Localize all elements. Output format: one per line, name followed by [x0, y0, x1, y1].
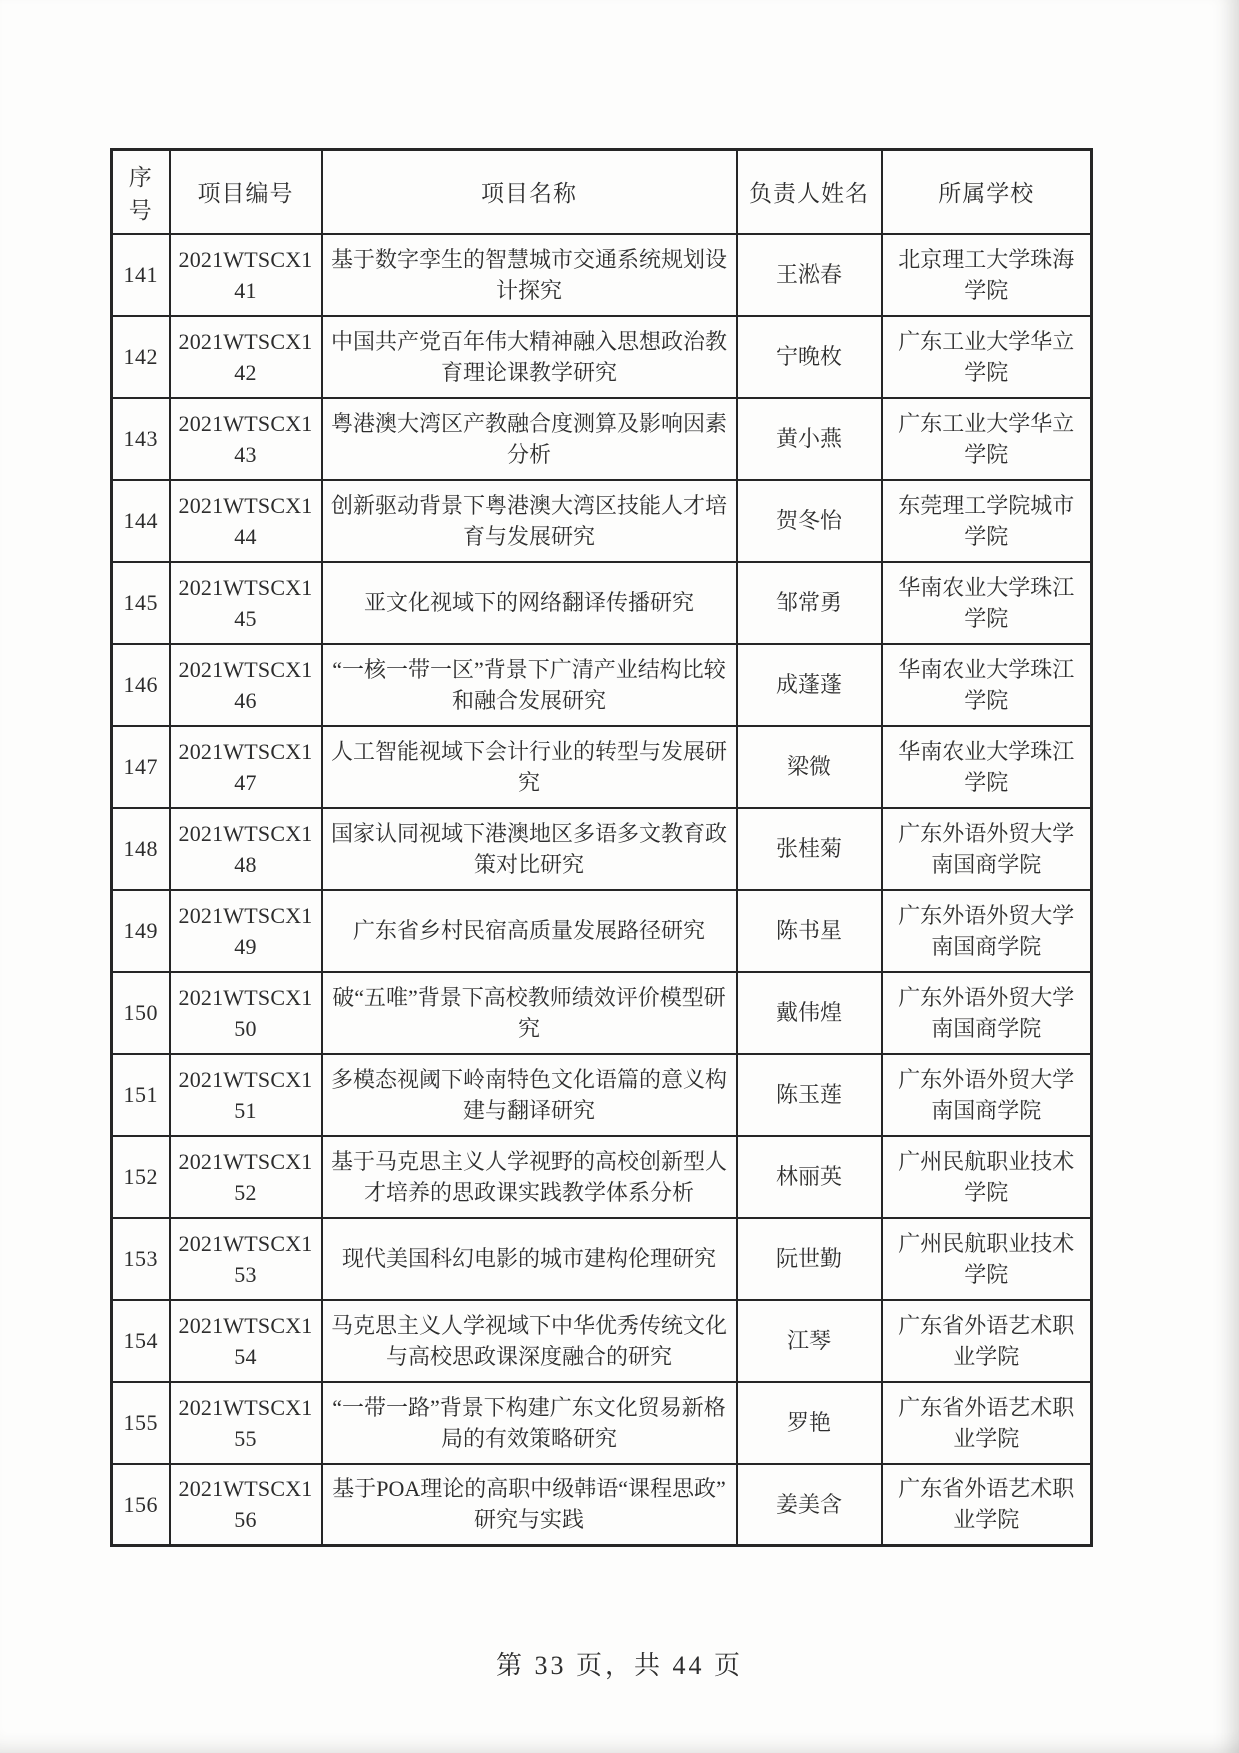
project-title-cell: 国家认同视域下港澳地区多语多文教育政策对比研究 — [322, 808, 737, 890]
table-row — [112, 316, 1092, 398]
project-code-cell: 2021WTSCX154 — [170, 1300, 322, 1382]
row-index-cell: 154 — [112, 1300, 170, 1382]
project-code-cell: 2021WTSCX146 — [170, 644, 322, 726]
leader-name-cell: 姜美含 — [737, 1464, 882, 1546]
project-code-cell: 2021WTSCX144 — [170, 480, 322, 562]
school-cell: 广东外语外贸大学南国商学院 — [882, 972, 1092, 1054]
school-cell: 广东工业大学华立学院 — [882, 398, 1092, 480]
project-code-cell: 2021WTSCX153 — [170, 1218, 322, 1300]
row-index-cell: 144 — [112, 480, 170, 562]
table-row — [112, 890, 1092, 972]
project-code-cell: 2021WTSCX148 — [170, 808, 322, 890]
row-index-cell: 156 — [112, 1464, 170, 1546]
project-code-cell: 2021WTSCX155 — [170, 1382, 322, 1464]
table-row — [112, 1218, 1092, 1300]
table-row — [112, 1464, 1092, 1546]
project-title-cell: 创新驱动背景下粤港澳大湾区技能人才培育与发展研究 — [322, 480, 737, 562]
leader-name-cell: 林丽英 — [737, 1136, 882, 1218]
project-title-cell: 基于马克思主义人学视野的高校创新型人才培养的思政课实践教学体系分析 — [322, 1136, 737, 1218]
project-code-cell: 2021WTSCX142 — [170, 316, 322, 398]
school-cell: 华南农业大学珠江学院 — [882, 726, 1092, 808]
row-index-cell: 146 — [112, 644, 170, 726]
projects-table — [110, 148, 1093, 1547]
school-cell: 广州民航职业技术学院 — [882, 1218, 1092, 1300]
leader-name-cell: 戴伟煌 — [737, 972, 882, 1054]
leader-name-cell: 邹常勇 — [737, 562, 882, 644]
project-title-cell: 现代美国科幻电影的城市建构伦理研究 — [322, 1218, 737, 1300]
table-row — [112, 562, 1092, 644]
school-cell: 华南农业大学珠江学院 — [882, 644, 1092, 726]
leader-name-cell: 阮世勤 — [737, 1218, 882, 1300]
school-cell: 东莞理工学院城市学院 — [882, 480, 1092, 562]
table-row — [112, 1382, 1092, 1464]
school-cell: 广东省外语艺术职业学院 — [882, 1300, 1092, 1382]
project-title-cell: 马克思主义人学视域下中华优秀传统文化与高校思政课深度融合的研究 — [322, 1300, 737, 1382]
leader-name-cell: 贺冬怡 — [737, 480, 882, 562]
project-code-cell: 2021WTSCX145 — [170, 562, 322, 644]
row-index-cell: 155 — [112, 1382, 170, 1464]
row-index-cell: 153 — [112, 1218, 170, 1300]
school-cell: 广东工业大学华立学院 — [882, 316, 1092, 398]
table-row — [112, 808, 1092, 890]
leader-name-cell: 梁微 — [737, 726, 882, 808]
project-title-cell: 广东省乡村民宿高质量发展路径研究 — [322, 890, 737, 972]
project-title-cell: 亚文化视域下的网络翻译传播研究 — [322, 562, 737, 644]
page-number: 第 33 页，共 44 页 — [495, 1651, 743, 1680]
leader-name-cell: 王淞春 — [737, 234, 882, 316]
project-code-cell: 2021WTSCX151 — [170, 1054, 322, 1136]
leader-name-cell: 陈玉莲 — [737, 1054, 882, 1136]
project-code-cell: 2021WTSCX143 — [170, 398, 322, 480]
row-index-cell: 152 — [112, 1136, 170, 1218]
project-code-cell: 2021WTSCX152 — [170, 1136, 322, 1218]
project-title-cell: 基于数字孪生的智慧城市交通系统规划设计探究 — [322, 234, 737, 316]
project-title-cell: “一核一带一区”背景下广清产业结构比较和融合发展研究 — [322, 644, 737, 726]
project-code-cell: 2021WTSCX150 — [170, 972, 322, 1054]
leader-name-cell: 黄小燕 — [737, 398, 882, 480]
project-code-cell: 2021WTSCX149 — [170, 890, 322, 972]
project-code-cell: 2021WTSCX147 — [170, 726, 322, 808]
table-row — [112, 1054, 1092, 1136]
table-row — [112, 726, 1092, 808]
column-header-school: 所属学校 — [882, 150, 1092, 234]
school-cell: 华南农业大学珠江学院 — [882, 562, 1092, 644]
project-title-cell: 粤港澳大湾区产教融合度测算及影响因素分析 — [322, 398, 737, 480]
row-index-cell: 141 — [112, 234, 170, 316]
row-index-cell: 147 — [112, 726, 170, 808]
leader-name-cell: 宁晚枚 — [737, 316, 882, 398]
project-title-cell: “一带一路”背景下构建广东文化贸易新格局的有效策略研究 — [322, 1382, 737, 1464]
table-row — [112, 644, 1092, 726]
row-index-cell: 145 — [112, 562, 170, 644]
school-cell: 广东外语外贸大学南国商学院 — [882, 1054, 1092, 1136]
table-row — [112, 398, 1092, 480]
school-cell: 北京理工大学珠海学院 — [882, 234, 1092, 316]
leader-name-cell: 罗艳 — [737, 1382, 882, 1464]
leader-name-cell: 成蓬蓬 — [737, 644, 882, 726]
school-cell: 广东省外语艺术职业学院 — [882, 1382, 1092, 1464]
project-code-cell: 2021WTSCX141 — [170, 234, 322, 316]
leader-name-cell: 江琴 — [737, 1300, 882, 1382]
project-title-cell: 多模态视阈下岭南特色文化语篇的意义构建与翻译研究 — [322, 1054, 737, 1136]
row-index-cell: 142 — [112, 316, 170, 398]
table-body — [112, 234, 1092, 1546]
project-title-cell: 人工智能视域下会计行业的转型与发展研究 — [322, 726, 737, 808]
project-title-cell: 中国共产党百年伟大精神融入思想政治教育理论课教学研究 — [322, 316, 737, 398]
school-cell: 广东外语外贸大学南国商学院 — [882, 890, 1092, 972]
row-index-cell: 149 — [112, 890, 170, 972]
row-index-cell: 148 — [112, 808, 170, 890]
leader-name-cell: 张桂菊 — [737, 808, 882, 890]
school-cell: 广州民航职业技术学院 — [882, 1136, 1092, 1218]
column-header-index: 序号 — [112, 150, 170, 234]
table-header-row — [112, 150, 1092, 234]
table-row — [112, 1300, 1092, 1382]
column-header-leader: 负责人姓名 — [737, 150, 882, 234]
table-row — [112, 972, 1092, 1054]
leader-name-cell: 陈书星 — [737, 890, 882, 972]
project-title-cell: 基于POA理论的高职中级韩语“课程思政”研究与实践 — [322, 1464, 737, 1546]
project-code-cell: 2021WTSCX156 — [170, 1464, 322, 1546]
column-header-title: 项目名称 — [322, 150, 737, 234]
table-row — [112, 1136, 1092, 1218]
table-row — [112, 234, 1092, 316]
row-index-cell: 143 — [112, 398, 170, 480]
row-index-cell: 150 — [112, 972, 170, 1054]
school-cell: 广东外语外贸大学南国商学院 — [882, 808, 1092, 890]
column-header-code: 项目编号 — [170, 150, 322, 234]
school-cell: 广东省外语艺术职业学院 — [882, 1464, 1092, 1546]
row-index-cell: 151 — [112, 1054, 170, 1136]
table-row — [112, 480, 1092, 562]
project-title-cell: 破“五唯”背景下高校教师绩效评价模型研究 — [322, 972, 737, 1054]
